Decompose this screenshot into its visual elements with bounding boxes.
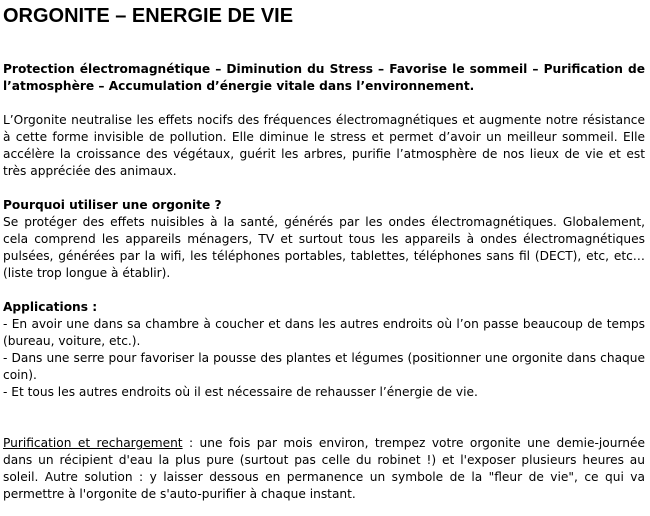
purification-label: Purification et rechargement [3,436,183,450]
intro-paragraph: L’Orgonite neutralise les effets nocifs des fréquences électromagnétiques et augmente notre résistance à cette forme invisible de pollution. Elle diminue le stress et permet d’avoir un meilleur sommeil. Elle accélère la croissance des végétaux, guérit les arbres, purifie l’atmosphère de nos lieux de vie et est très appréciée des animaux. [3,113,645,178]
purification-text: : une fois par mois environ, trempez votre orgonite une demie-journée dans un récipient d'eau la plus pure (surtout pas celle du robinet !) et l'exposer plusieurs heures au soleil. Autre solution : y laisser dessous en permanence un symbole de la "fleur de vie", ce qui va permettre à l'orgonite de s'auto-purifier à chaque instant. [3,436,646,501]
page-title: ORGONITE – ENERGIE DE VIE [3,5,294,27]
applications-heading: Applications : [3,300,98,314]
why-paragraph: Se protéger des effets nuisibles à la santé, générés par les ondes électromagnétiques. Globalement, cela comprend les appareils ménagers, TV et surtout tous les appareils à ondes électromagnétiques pulsées, générées par la wifi, les téléphones portables, tablettes, téléphones sans fil (DECT), etc, etc… (liste trop longue à établir). [3,215,645,280]
document-page [3,0,645,503]
why-heading: Pourquoi utiliser une orgonite ? [3,198,222,212]
list-item: - Dans une serre pour favoriser la pousse des plantes et légumes (positionner une orgonite dans chaque coin). [3,351,645,382]
list-item: - En avoir une dans sa chambre à coucher et dans les autres endroits où l’on passe beaucoup de temps (bureau, voiture, etc.). [3,317,645,348]
applications-list [3,316,645,401]
purification-paragraph [3,435,645,503]
list-item: - Et tous les autres endroits où il est nécessaire de rehausser l’énergie de vie. [3,385,478,399]
subtitle: Protection électromagnétique – Diminution du Stress – Favorise le sommeil – Purification de l’atmosphère – Accumulation d’énergie vitale dans l’environnement. [3,62,645,93]
